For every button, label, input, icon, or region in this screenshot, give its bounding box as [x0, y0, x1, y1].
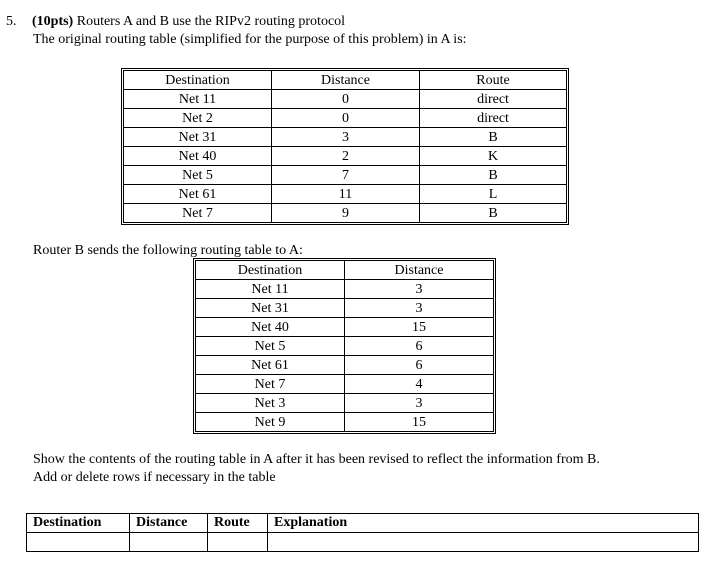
column-header-destination: Destination: [27, 514, 130, 533]
distance-cell: 15: [345, 413, 494, 432]
router-b-advertised-table: [195, 260, 494, 432]
table-header-row: [27, 514, 699, 533]
table-row: [196, 337, 494, 356]
destination-cell: Net 2: [124, 109, 272, 128]
destination-cell: Net 7: [196, 375, 345, 394]
instructions-line-2: Add or delete rows if necessary in the table: [33, 470, 276, 485]
table-header-row: [124, 71, 567, 90]
table-row: [124, 109, 567, 128]
distance-cell: 3: [345, 394, 494, 413]
column-header-route: Route: [208, 514, 268, 533]
route-cell: direct: [420, 90, 567, 109]
distance-cell: 3: [345, 299, 494, 318]
table-row: [196, 413, 494, 432]
column-header-destination: Destination: [196, 261, 345, 280]
distance-cell: 0: [272, 90, 420, 109]
distance-cell: 9: [272, 204, 420, 223]
destination-cell: Net 11: [124, 90, 272, 109]
destination-cell: Net 5: [124, 166, 272, 185]
table-row: [196, 394, 494, 413]
column-header-distance: Distance: [345, 261, 494, 280]
question-statement: Routers A and B use the RIPv2 routing protocol: [73, 14, 346, 29]
question-heading: [6, 13, 345, 31]
distance-cell: 6: [345, 356, 494, 375]
column-header-explanation: Explanation: [268, 514, 699, 533]
destination-cell: Net 40: [196, 318, 345, 337]
distance-cell: 4: [345, 375, 494, 394]
distance-cell: 3: [272, 128, 420, 147]
distance-cell: 2: [272, 147, 420, 166]
destination-cell: Net 5: [196, 337, 345, 356]
route-cell: L: [420, 185, 567, 204]
table-row: [196, 280, 494, 299]
table-row: [196, 318, 494, 337]
distance-cell: 3: [345, 280, 494, 299]
destination-cell: Net 9: [196, 413, 345, 432]
table-row: [196, 299, 494, 318]
distance-cell: 6: [345, 337, 494, 356]
route-cell: B: [420, 204, 567, 223]
answer-entry-row[interactable]: [27, 533, 699, 552]
table-row: [124, 185, 567, 204]
route-cell: B: [420, 128, 567, 147]
answer-distance-cell[interactable]: [130, 533, 208, 552]
destination-cell: Net 31: [196, 299, 345, 318]
answer-explanation-cell[interactable]: [268, 533, 699, 552]
question-intro: The original routing table (simplified for the purpose of this problem) in A is:: [33, 32, 467, 47]
question-number: 5.: [6, 14, 17, 29]
table-row: [124, 147, 567, 166]
answer-routing-table: [26, 513, 699, 552]
column-header-route: Route: [420, 71, 567, 90]
table-row: [124, 166, 567, 185]
question-points: (10pts): [32, 14, 74, 29]
table-header-row: [196, 261, 494, 280]
instructions-line-1: Show the contents of the routing table in A after it has been revised to reflect the information from B.: [33, 452, 600, 467]
destination-cell: Net 7: [124, 204, 272, 223]
table-row: [124, 128, 567, 147]
table-row: [196, 356, 494, 375]
table-row: [196, 375, 494, 394]
destination-cell: Net 11: [196, 280, 345, 299]
answer-destination-cell[interactable]: [27, 533, 130, 552]
route-cell: B: [420, 166, 567, 185]
router-b-sends-text: Router B sends the following routing table to A:: [33, 243, 303, 258]
distance-cell: 11: [272, 185, 420, 204]
destination-cell: Net 61: [124, 185, 272, 204]
column-header-destination: Destination: [124, 71, 272, 90]
table-row: [124, 204, 567, 223]
route-cell: K: [420, 147, 567, 166]
column-header-distance: Distance: [272, 71, 420, 90]
answer-route-cell[interactable]: [208, 533, 268, 552]
destination-cell: Net 61: [196, 356, 345, 375]
destination-cell: Net 40: [124, 147, 272, 166]
distance-cell: 7: [272, 166, 420, 185]
distance-cell: 0: [272, 109, 420, 128]
router-a-routing-table: [123, 70, 567, 223]
route-cell: direct: [420, 109, 567, 128]
distance-cell: 15: [345, 318, 494, 337]
destination-cell: Net 31: [124, 128, 272, 147]
table-row: [124, 90, 567, 109]
destination-cell: Net 3: [196, 394, 345, 413]
column-header-distance: Distance: [130, 514, 208, 533]
